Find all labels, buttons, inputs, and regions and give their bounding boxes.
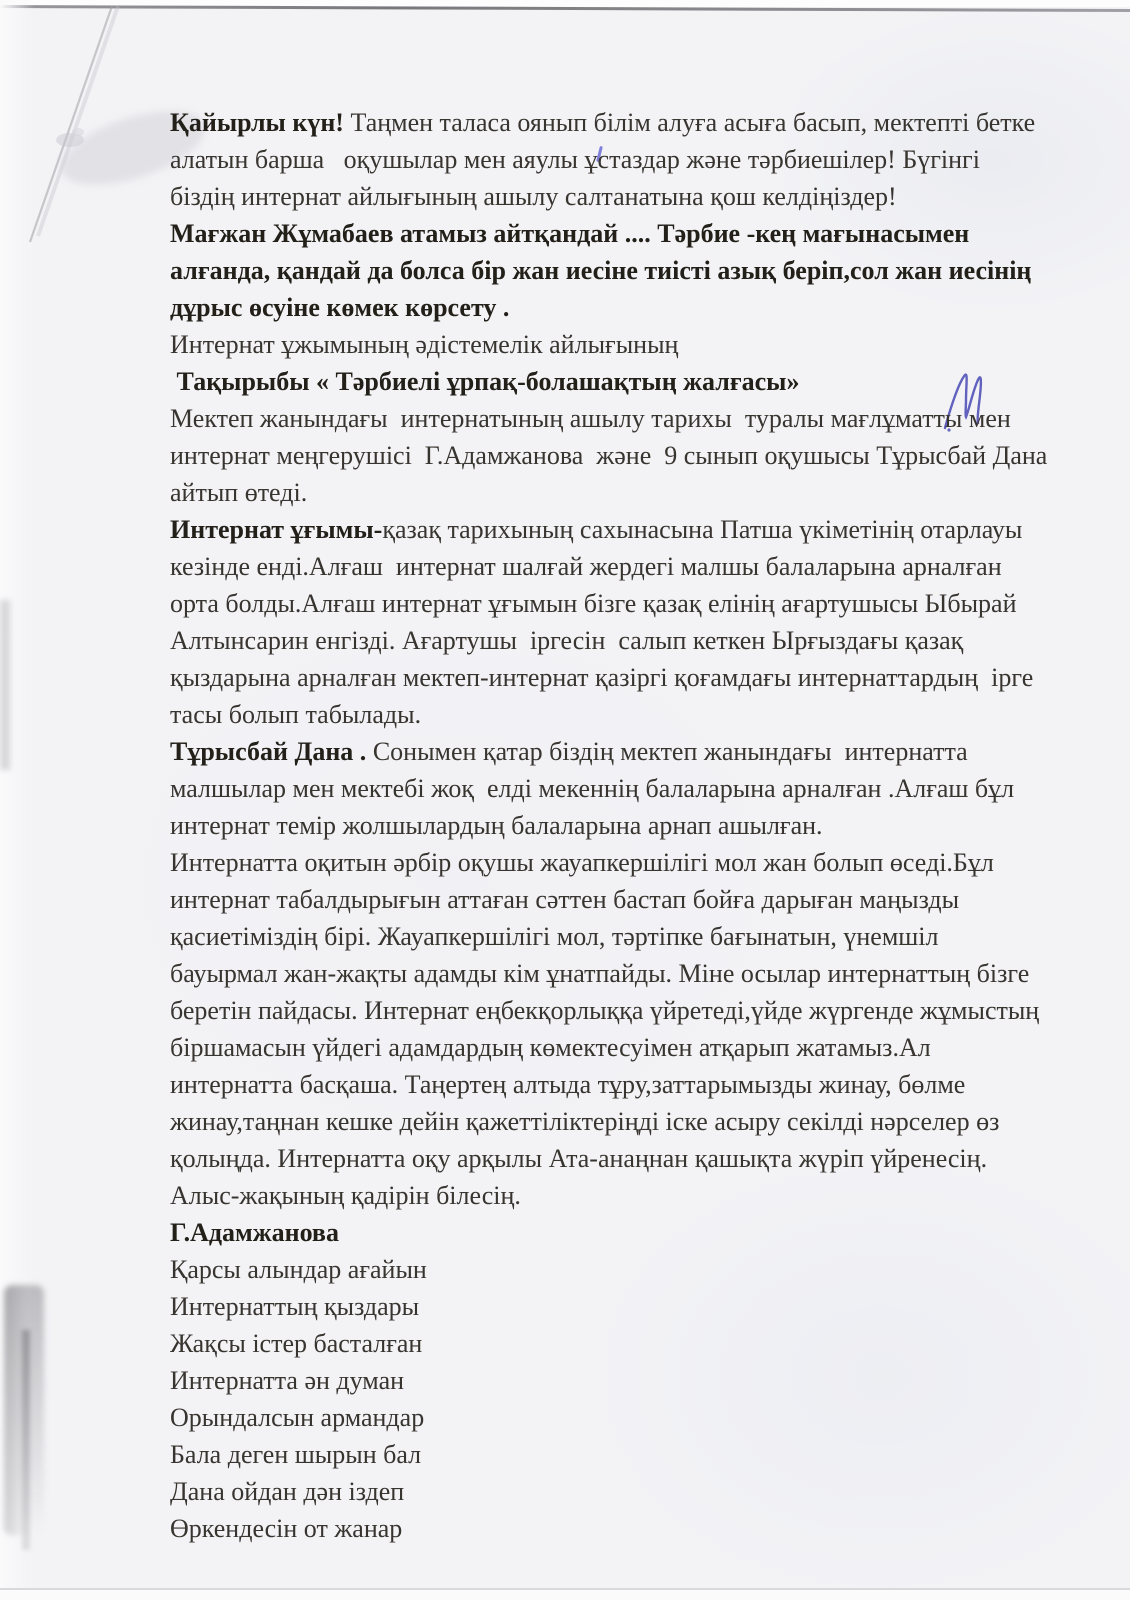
quote-magzhan-bold: Мағжан Жұмабаев атамыз айтқандай .... Тәрбие -кең мағынасымен алғанда, қандай да болса бір жан иесіне тиісті азық беріп,сол жан иесінің дұрыс өсуіне көмек көрсету .: [170, 219, 1038, 322]
paragraph-internat-benefits: [170, 844, 1050, 1214]
history-intro-text: Мектеп жанындағы интернатының ашылу тарихы туралы мағлұматты мен интернат меңгерушісі Г.Адамжанова және 9 сынып оқушысы Тұрысбай Дана айтып өтеді.: [170, 404, 1054, 507]
document-body: [170, 104, 1054, 1547]
greeting-text: Таңмен таласа оянып білім алуға асыға басып, мектепті бетке алатын барша оқушылар мен аяулы ұстаздар және тәрбиешілер! Бүгінгі біздің интернат айлығының ашылу салтанатына қош келдіңіздер!: [170, 108, 1042, 211]
paragraph-internat-concept: [170, 511, 1050, 733]
poem-line: Қарсы алындар ағайын: [170, 1255, 427, 1284]
poem-line: Жақсы істер басталған: [170, 1329, 423, 1358]
paragraph-topic-title: [170, 363, 1050, 400]
turysbay-dana-lead-bold: Тұрысбай Дана .: [170, 737, 367, 766]
scan-bottom-margin: [0, 1590, 1130, 1600]
poem-line: Интернаттың қыздары: [170, 1292, 420, 1321]
paragraph-turysbay-dana: [170, 733, 1050, 844]
poem-line: Өркендесін от жанар: [170, 1514, 403, 1543]
paragraph-greeting: [170, 104, 1050, 215]
greeting-lead-bold: Қайырлы күн!: [170, 108, 344, 137]
paragraph-history-intro: [170, 400, 1054, 511]
scan-left-streak: [22, 1330, 30, 1550]
poem-line: Дана ойдан дән іздеп: [170, 1477, 405, 1506]
poem-line: Бала деген шырын бал: [170, 1440, 422, 1469]
paragraph-adamzhanova-heading: [170, 1214, 1050, 1251]
paragraph-quote-magzhan: [170, 215, 1050, 326]
internat-concept-lead-bold: Интернат ұғымы-: [170, 515, 383, 544]
poem-line: Интернатта ән думан: [170, 1366, 405, 1395]
paragraph-method-month: [170, 326, 1050, 363]
topic-title-bold: Тақырыбы « Тәрбиелі ұрпақ-болашақтың жалғасы»: [170, 367, 800, 396]
internat-benefits-text: Интернатта оқитын әрбір оқушы жауапкершілігі мол жан болып өседі.Бұл интернат табалдырығын аттаған сәттен бастап бойға дарыған маңызды қасиетіміздің бірі. Жауапкершілігі мол, тәртіпке бағынатын, үнемшіл бауырмал жан-жақты адамды кім ұнатпайды. Міне осылар интернаттың бізге беретін пайдасы. Интернат еңбекқорлыққа үйретеді,үйде жүргенде жұмыстың біршамасын үйдегі адамдардың көмектесуімен атқарып жатамыз.Ал интернатта басқаша. Таңертең алтыда тұру,заттарымызды жинау, бөлме жинау,таңнан кешке дейін қажеттіліктеріңді іске асыру секілді нәрселер өз қолыңда. Интернатта оқу арқылы Ата-анаңнан қашықта жүріп үйренесің. Алыс-жақының қадірін білесің.: [170, 848, 1046, 1210]
scan-left-streak-upper: [0, 600, 10, 770]
method-month-text: Интернат ұжымының әдістемелік айлығының: [170, 330, 679, 359]
internat-concept-text: қазақ тарихының сахынасына Патша үкіметінің отарлауы кезінде енді.Алғаш интернат шалғай жердегі малшы балаларына арналған орта болды.Алғаш интернат ұғымын бізге қазақ елінің ағартушысы Ыбырай Алтынсарин енгізді. Ағартушы іргесін салып кеткен Ырғыздағы қазақ қыздарына арналған мектеп-интернат қазіргі қоғамдағы интернаттардың ірге тасы болып табылады.: [170, 515, 1040, 729]
turysbay-dana-text: Сонымен қатар біздің мектеп жанындағы интернатта малшылар мен мектебі жоқ елді мекеннің балаларына арналған .Алғаш бұл интернат темір жолшылардың балаларына арнап ашылған.: [170, 737, 1021, 840]
adamzhanova-heading-bold: Г.Адамжанова: [170, 1218, 339, 1247]
poem-block: [170, 1251, 1050, 1547]
poem-line: Орындалсын армандар: [170, 1403, 425, 1432]
